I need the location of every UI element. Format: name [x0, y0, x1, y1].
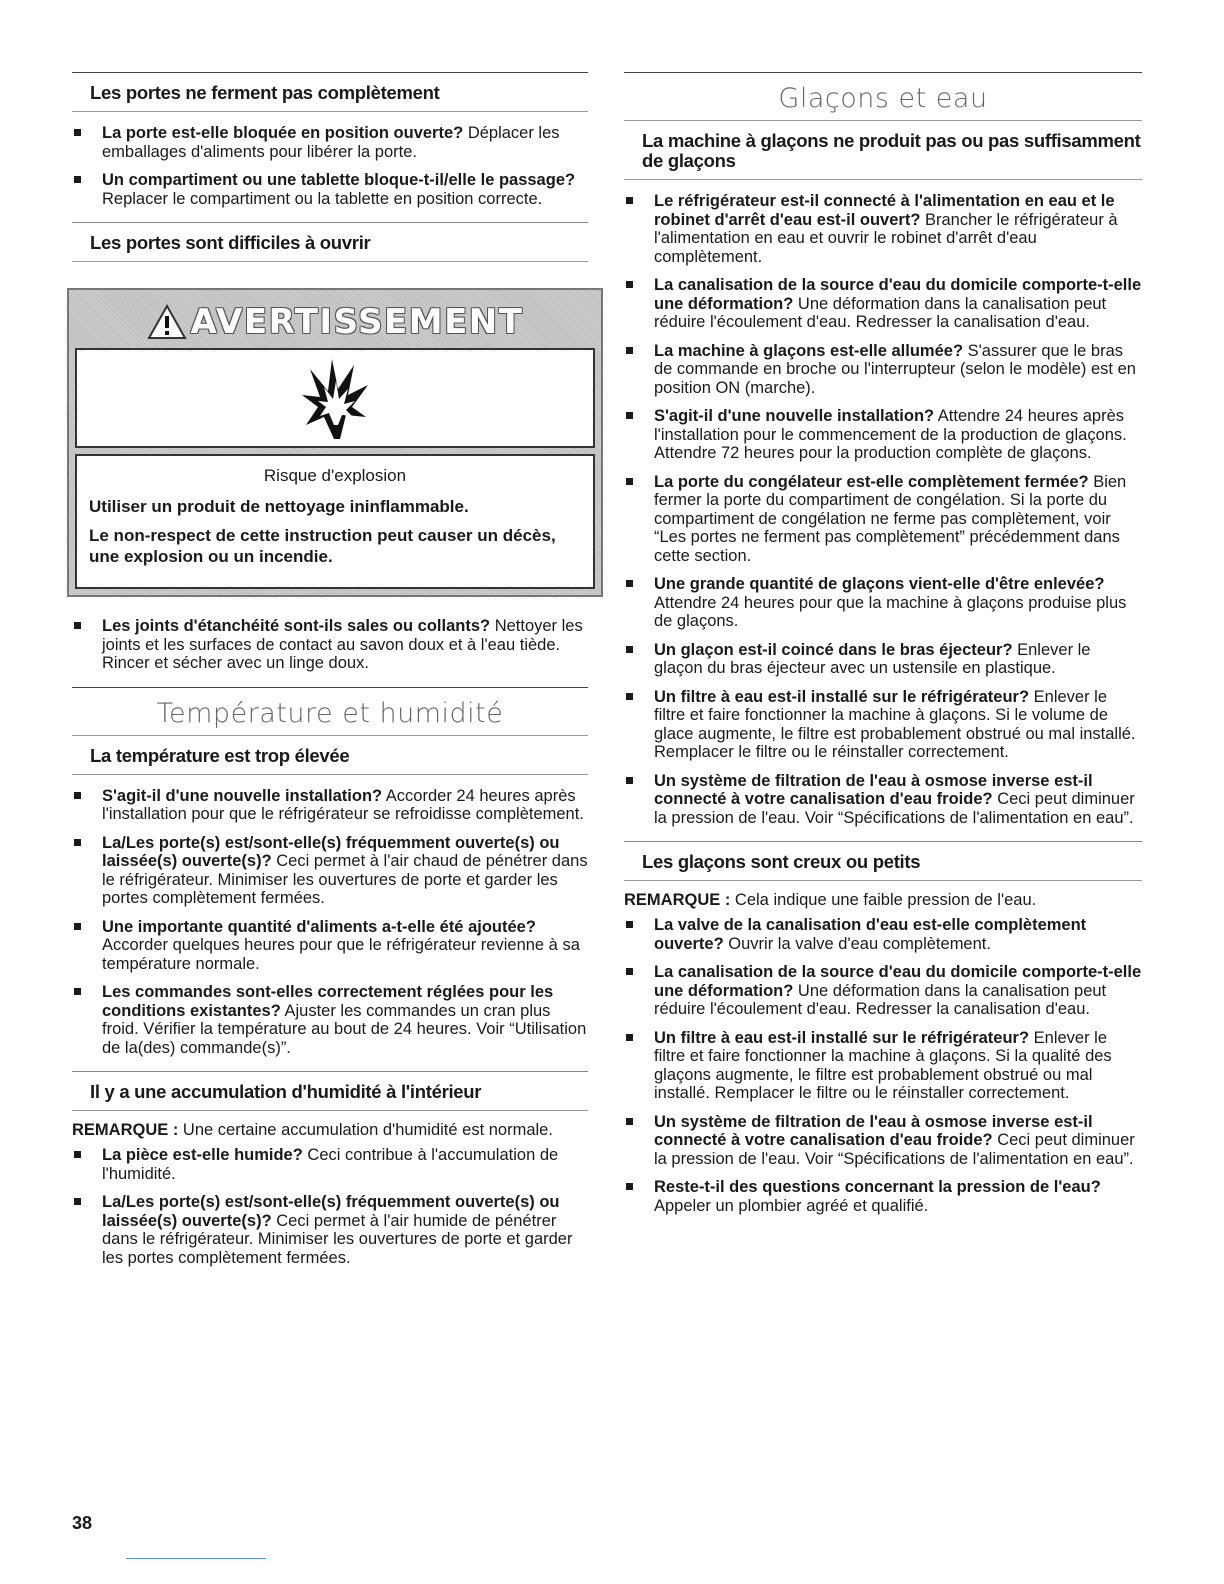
heading-doors-not-closing: Les portes ne ferment pas complètement: [72, 73, 588, 112]
warning-body: [75, 454, 595, 589]
list-item: Une grande quantité de glaçons vient-elle d'être enlevée? Attendre 24 heures pour que la machine à glaçons produise plus de glaçons.: [624, 575, 1142, 631]
list-item: La canalisation de la source d'eau du domicile comporte-t-elle une déformation? Une déformation dans la canalisation peut réduire l'écoulement d'eau. Redresser la canalisation d'eau.: [624, 963, 1142, 1019]
section-title-temperature: Température et humidité: [72, 688, 588, 736]
list-temperature: [72, 787, 588, 1058]
list-ice-hollow: [624, 916, 1142, 1215]
warning-instruction: Utiliser un produit de nettoyage ininflammable.: [89, 497, 469, 516]
list-item: Le réfrigérateur est-il connecté à l'alimentation en eau et le robinet d'arrêt d'eau est-il ouvert? Brancher le réfrigérateur à l'alimentation en eau et ouvrir le robinet d'arrêt d'eau complètement.: [624, 192, 1142, 266]
list-item: S'agit-il d'une nouvelle installation? Accorder 24 heures après l'installation pour que le réfrigérateur se refroidisse complètement.: [72, 787, 588, 824]
list-item: Un filtre à eau est-il installé sur le réfrigérateur? Enlever le filtre et faire fonctionner la machine à glaçons. Si la qualité des glaçons augmente, le filtre est probablement obstrué ou mal installé. Remplacer le filtre ou le réinstaller correctement.: [624, 1029, 1142, 1103]
warning-header: [75, 296, 595, 348]
footer-line: [126, 1558, 266, 1559]
warning-icon-panel: [75, 348, 595, 448]
list-item: Un système de filtration de l'eau à osmose inverse est-il connecté à votre canalisation d'eau froide? Ceci peut diminuer la pression de l'eau. Voir “Spécifications de l'alimentation en eau”.: [624, 772, 1142, 828]
section-title-ice-water: Glaçons et eau: [624, 73, 1142, 121]
list-item: Une importante quantité d'aliments a-t-elle été ajoutée? Accorder quelques heures pour que le réfrigérateur revienne à sa température normale.: [72, 918, 588, 974]
list-item: La machine à glaçons est-elle allumée? S'assurer que le bras de commande en broche ou l'interrupteur (selon le modèle) est en position ON (marche).: [624, 342, 1142, 398]
list-item: La porte est-elle bloquée en position ouverte? Déplacer les emballages d'aliments pour libérer la porte.: [72, 124, 588, 161]
heading-temperature-high: La température est trop élevée: [72, 736, 588, 775]
warning-box: [67, 288, 603, 597]
humidity-note: REMARQUE : Une certaine accumulation d'humidité est normale.: [72, 1121, 553, 1139]
list-item: Un glaçon est-il coincé dans le bras éjecteur? Enlever le glaçon du bras éjecteur avec un ustensile en plastique.: [624, 641, 1142, 678]
explosion-icon: [300, 355, 370, 441]
warning-title: AVERTISSEMENT: [190, 302, 524, 342]
right-column: [624, 72, 1142, 1225]
list-ice-maker: [624, 192, 1142, 827]
warning-risk: Risque d'explosion: [263, 466, 407, 485]
list-item: La canalisation de la source d'eau du domicile comporte-t-elle une déformation? Une déformation dans la canalisation peut réduire l'écoulement d'eau. Redresser la canalisation d'eau.: [624, 276, 1142, 332]
list-doors-not-closing: [72, 124, 588, 208]
list-item: Un compartiment ou une tablette bloque-t-il/elle le passage? Replacer le compartiment ou la tablette en position correcte.: [72, 171, 588, 208]
ice-note: REMARQUE : Cela indique une faible pression de l'eau.: [624, 891, 1037, 909]
list-item: Un filtre à eau est-il installé sur le réfrigérateur? Enlever le filtre et faire fonctionner la machine à glaçons. Si le volume de glace augmente, le filtre est probablement obstrué ou mal installé. Remplacer le filtre ou le réinstaller correctement.: [624, 688, 1142, 762]
list-humidity: [72, 1146, 588, 1267]
list-seals: [72, 617, 588, 673]
page-number: 38: [72, 1513, 93, 1533]
list-item: Les joints d'étanchéité sont-ils sales ou collants? Nettoyer les joints et les surfaces de contact au savon doux et à l'eau tiède. Rincer et sécher avec un linge doux.: [72, 617, 588, 673]
heading-ice-maker: La machine à glaçons ne produit pas ou pas suffisamment de glaçons: [624, 121, 1142, 180]
list-item: Reste-t-il des questions concernant la pression de l'eau? Appeler un plombier agréé et qualifié.: [624, 1178, 1142, 1215]
list-item: La valve de la canalisation d'eau est-elle complètement ouverte? Ouvrir la valve d'eau complètement.: [624, 916, 1142, 953]
list-item: La pièce est-elle humide? Ceci contribue à l'accumulation de l'humidité.: [72, 1146, 588, 1183]
heading-doors-hard-to-open: Les portes sont difficiles à ouvrir: [72, 223, 588, 262]
heading-humidity: Il y a une accumulation d'humidité à l'intérieur: [72, 1072, 588, 1111]
list-item: La/Les porte(s) est/sont-elle(s) fréquemment ouverte(s) ou laissée(s) ouverte(s)? Ceci permet à l'air humide de pénétrer dans le réfrigérateur. Minimiser les ouvertures de porte et garder les portes complètement fermées.: [72, 1193, 588, 1267]
left-column: [72, 72, 588, 1277]
heading-ice-hollow: Les glaçons sont creux ou petits: [624, 842, 1142, 881]
warning-triangle-icon: [147, 304, 187, 340]
list-item: La/Les porte(s) est/sont-elle(s) fréquemment ouverte(s) ou laissée(s) ouverte(s)? Ceci permet à l'air chaud de pénétrer dans le réfrigérateur. Minimiser les ouvertures de porte et garder les portes complètement fermées.: [72, 834, 588, 908]
list-item: Les commandes sont-elles correctement réglées pour les conditions existantes? Ajuster les commandes un cran plus froid. Vérifier la température au bout de 24 heures. Voir “Utilisation de la(des) commande(s)”.: [72, 983, 588, 1057]
list-item: Un système de filtration de l'eau à osmose inverse est-il connecté à votre canalisation d'eau froide? Ceci peut diminuer la pression de l'eau. Voir “Spécifications de l'alimentation en eau”.: [624, 1113, 1142, 1169]
warning-consequence: Le non-respect de cette instruction peut causer un décès, une explosion ou un incendie.: [89, 526, 556, 566]
list-item: S'agit-il d'une nouvelle installation? Attendre 24 heures après l'installation pour le commencement de la production de glaçons. Attendre 72 heures pour la production complète de glaçons.: [624, 407, 1142, 463]
list-item: La porte du congélateur est-elle complètement fermée? Bien fermer la porte du compartiment de congélation. Si la porte du compartiment de congélation ne ferme pas complètement, voir “Les portes ne ferment pas complètement” précédemment dans cette section.: [624, 473, 1142, 566]
